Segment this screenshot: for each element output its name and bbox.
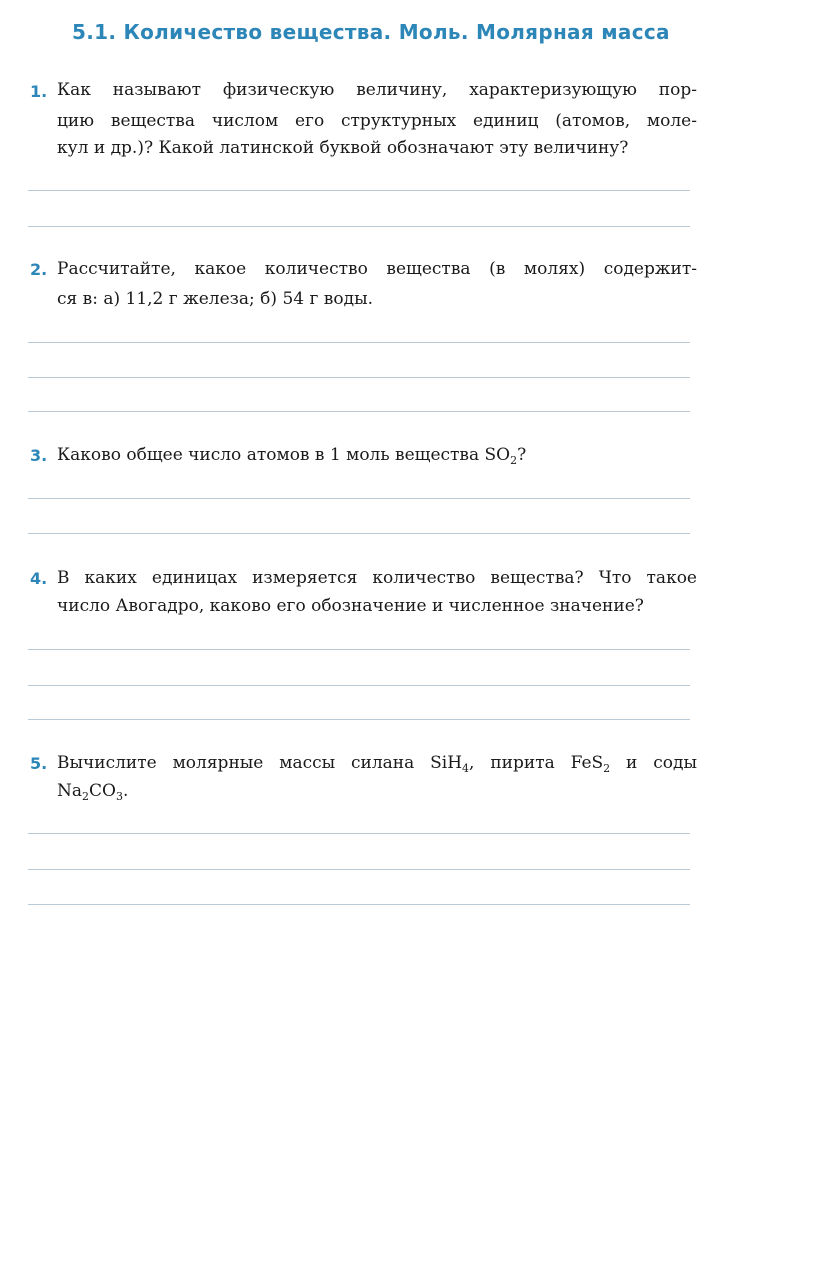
section-title: 5.1. Количество вещества. Моль. Молярная масса bbox=[72, 20, 670, 44]
answer-line[interactable] bbox=[28, 226, 690, 227]
answer-line[interactable] bbox=[28, 649, 690, 650]
question-1-number: 1. bbox=[30, 82, 48, 101]
answer-line[interactable] bbox=[28, 719, 690, 720]
question-4-number: 4. bbox=[30, 569, 48, 588]
question-5-line-1: Вычислите молярные массы силана SiH$_4$, пирита FeS$_2$ и соды bbox=[57, 753, 697, 775]
question-4-line-1: В каких единицах измеряется количество вещества? Что такое bbox=[57, 568, 697, 588]
answer-line[interactable] bbox=[28, 498, 690, 499]
answer-line[interactable] bbox=[28, 869, 690, 870]
answer-line[interactable] bbox=[28, 377, 690, 378]
question-5-line-2: $Na_2CO_3$. bbox=[57, 781, 129, 803]
question-2-line-2: ся в: а) 11,2 г железа; б) 54 г воды. bbox=[57, 289, 374, 309]
answer-line[interactable] bbox=[28, 685, 690, 686]
question-2-number: 2. bbox=[30, 260, 48, 279]
question-5-number: 5. bbox=[30, 754, 48, 773]
question-2-line-1: Рассчитайте, какое количество вещества (в молях) содержит- bbox=[57, 259, 697, 279]
question-4-line-2: число Авогадро, каково его обозначение и численное значение? bbox=[57, 596, 644, 616]
answer-line[interactable] bbox=[28, 342, 690, 343]
question-1-line-3: кул и др.)? Какой латинской буквой обозначают эту величину? bbox=[57, 138, 629, 158]
answer-line[interactable] bbox=[28, 533, 690, 534]
question-1-line-2: цию вещества числом его структурных единиц (атомов, моле- bbox=[57, 111, 697, 131]
question-1-line-1: Как называют физическую величину, характеризующую пор- bbox=[57, 80, 697, 100]
answer-line[interactable] bbox=[28, 833, 690, 834]
answer-line[interactable] bbox=[28, 904, 690, 905]
answer-line[interactable] bbox=[28, 190, 690, 191]
answer-line[interactable] bbox=[28, 411, 690, 412]
question-3-number: 3. bbox=[30, 446, 48, 465]
question-3-text: Каково общее число атомов в 1 моль вещества $SO_2$? bbox=[57, 445, 527, 467]
